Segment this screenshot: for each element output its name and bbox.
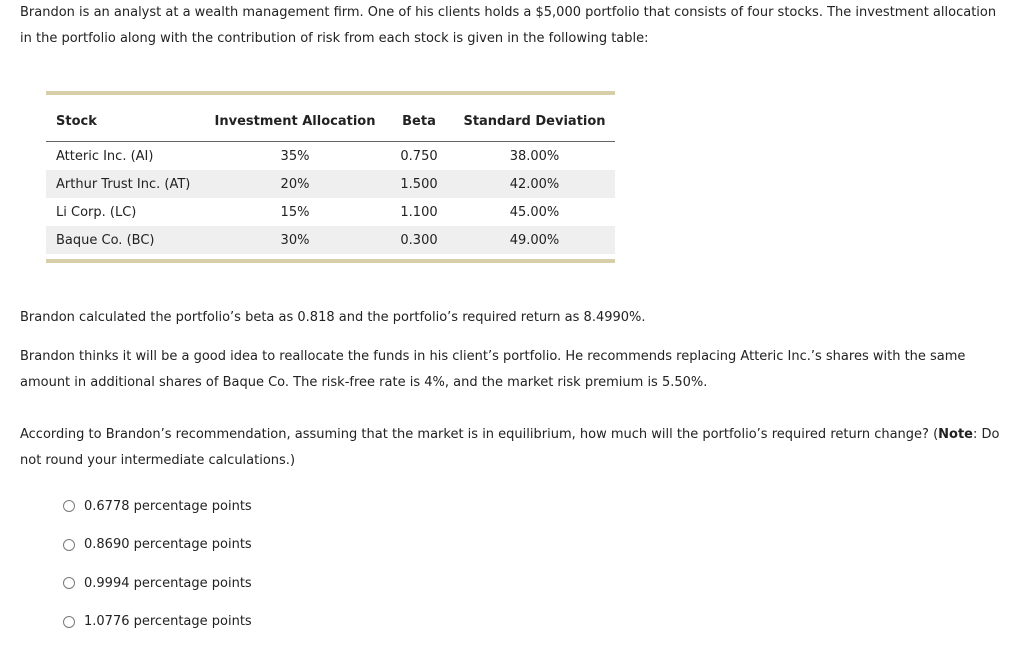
radio-button[interactable] — [63, 577, 75, 589]
cell-standard-deviation: 45.00% — [509, 204, 560, 220]
radio-button[interactable] — [63, 500, 75, 512]
table-row — [46, 226, 615, 254]
column-header-stock: Stock — [46, 95, 206, 142]
cell-allocation: 35% — [280, 148, 310, 164]
cell-stock: Baque Co. (BC) — [46, 226, 206, 254]
intro-paragraph: Brandon is an analyst at a wealth management firm. One of his clients holds a $5,000 portfolio that consists of four stocks. The investment allocation in the portfolio along with the contribution of risk from each stock is given in the following table: — [20, 5, 997, 46]
question-text — [20, 422, 1012, 474]
column-header-beta: Beta — [384, 95, 454, 142]
question-text-before: According to Brandon’s recommendation, assuming that the market is in equilibrium, how much will the portfolio’s required return change? ( — [20, 427, 939, 442]
cell-allocation: 20% — [206, 170, 384, 198]
cell-standard-deviation: 49.00% — [454, 226, 615, 254]
table-row — [46, 170, 615, 198]
question-text-after: : Do not round your intermediate calculations.) — [20, 427, 1000, 468]
cell-stock: Li Corp. (LC) — [56, 204, 137, 220]
answer-option[interactable] — [63, 532, 252, 558]
table-bottom-rule — [46, 259, 615, 263]
cell-beta: 1.500 — [384, 170, 454, 198]
table-row — [46, 142, 615, 171]
cell-stock: Atteric Inc. (AI) — [56, 148, 154, 164]
radio-button[interactable] — [63, 616, 75, 628]
answer-option-label[interactable]: 0.8690 percentage points — [84, 537, 252, 552]
cell-standard-deviation: 38.00% — [509, 148, 560, 164]
answer-options — [63, 493, 252, 647]
cell-beta: 1.100 — [400, 204, 438, 220]
radio-button[interactable] — [63, 539, 75, 551]
column-header-investment-allocation: Investment Allocation — [206, 95, 384, 142]
cell-standard-deviation: 42.00% — [454, 170, 615, 198]
beta-statement: Brandon calculated the portfolio’s beta as 0.818 and the portfolio’s required return as 8.4990%. — [20, 310, 646, 325]
answer-option-label[interactable]: 0.9994 percentage points — [84, 575, 252, 591]
table-header-row — [46, 95, 615, 142]
answer-option[interactable] — [63, 609, 252, 635]
answer-option[interactable] — [63, 493, 252, 519]
table-row — [46, 198, 615, 226]
note-label: Note — [938, 427, 973, 442]
cell-stock: Arthur Trust Inc. (AT) — [46, 170, 206, 198]
answer-option-label[interactable]: 0.6778 percentage points — [84, 498, 252, 514]
column-header-standard-deviation: Standard Deviation — [454, 95, 615, 142]
answer-option[interactable] — [63, 570, 252, 596]
cell-beta: 0.750 — [400, 148, 438, 164]
stock-allocation-table — [46, 91, 615, 263]
cell-allocation: 30% — [206, 226, 384, 254]
answer-option-label[interactable]: 1.0776 percentage points — [84, 614, 252, 629]
cell-allocation: 15% — [280, 204, 310, 220]
cell-beta: 0.300 — [384, 226, 454, 254]
reallocation-statement: Brandon thinks it will be a good idea to reallocate the funds in his client’s portfolio. He recommends replacing Atteric Inc.’s shares with the same amount in additional shares of Baque Co. The risk-free rate is 4%, and the market risk premium is 5.50%. — [20, 349, 966, 390]
